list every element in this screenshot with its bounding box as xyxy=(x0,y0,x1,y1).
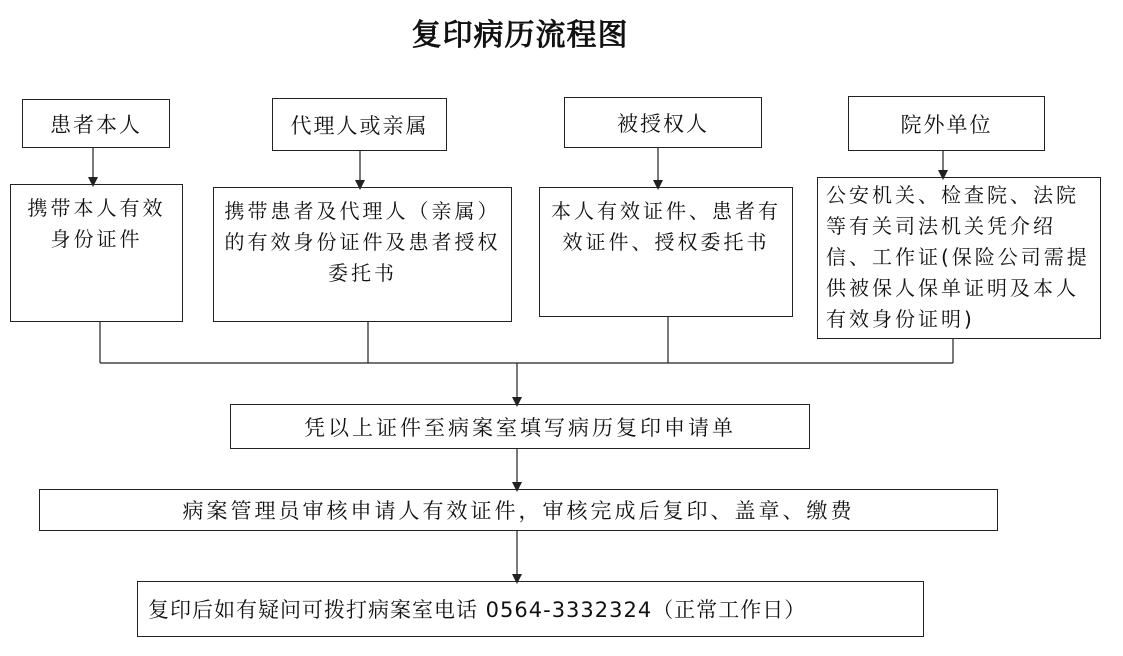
applicant-label: 院外单位 xyxy=(900,112,993,137)
documents-text: 携带本人有效身份证件 xyxy=(27,196,166,251)
step-text: 复印后如有疑问可拨打病案室电话 0564-3332324（正常工作日） xyxy=(148,598,807,622)
page-title: 复印病历流程图 xyxy=(411,18,629,53)
documents-text: 携带患者及代理人（亲属）的有效身份证件及患者授权委托书 xyxy=(224,199,501,285)
documents-text: 公安机关、检查院、法院等有关司法机关凭介绍信、工作证(保险公司需提供被保人保单证明及本人有效身份证明) xyxy=(826,183,1090,331)
step-text: 病案管理员审核申请人有效证件，审核完成后复印、盖章、缴费 xyxy=(182,499,855,523)
applicant-label: 被授权人 xyxy=(617,111,709,136)
documents-text: 本人有效证件、患者有效证件、授权委托书 xyxy=(551,199,781,254)
step-text: 凭以上证件至病案室填写病历复印申请单 xyxy=(304,415,736,440)
applicant-label: 代理人或亲属 xyxy=(290,113,429,138)
applicant-label: 患者本人 xyxy=(50,112,142,137)
